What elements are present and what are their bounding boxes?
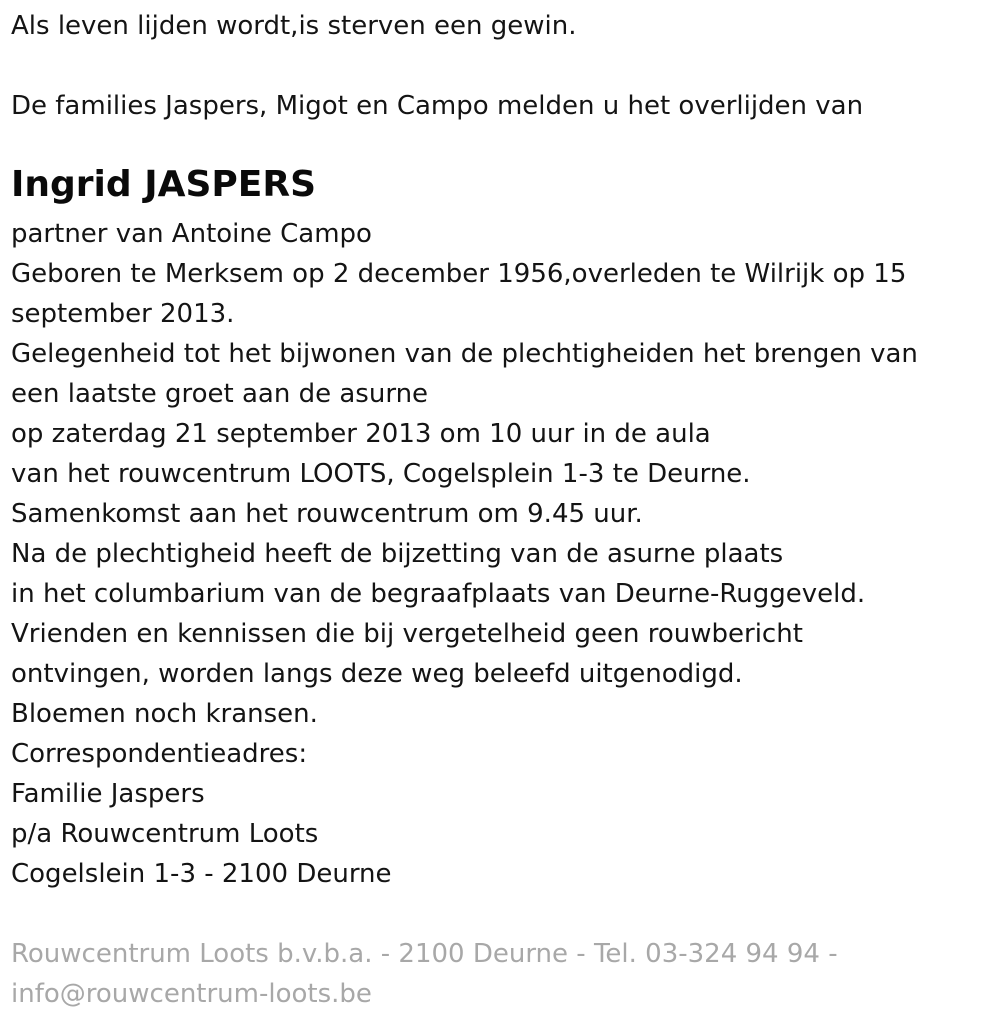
body-line: ontvingen, worden langs deze weg beleefd uitgenodigd. [11, 659, 743, 689]
body-line: Na de plechtigheid heeft de bijzetting van de asurne plaats [11, 539, 784, 569]
body-line: Correspondentieadres: [11, 739, 308, 769]
footer-contact-line: Rouwcentrum Loots b.v.b.a. - 2100 Deurne - Tel. 03-324 94 94 - [11, 939, 838, 969]
motto-text: Als leven lijden wordt,is sterven een gewin. [11, 11, 577, 41]
body-line: Gelegenheid tot het bijwonen van de plechtigheiden het brengen van [11, 339, 918, 369]
body-line: Geboren te Merksem op 2 december 1956,overleden te Wilrijk op 15 [11, 259, 907, 289]
body-line: van het rouwcentrum LOOTS, Cogelsplein 1-3 te Deurne. [11, 459, 751, 489]
body-line: Samenkomst aan het rouwcentrum om 9.45 uur. [11, 499, 643, 529]
intro-text: De families Jaspers, Migot en Campo melden u het overlijden van [11, 91, 864, 121]
body-line: p/a Rouwcentrum Loots [11, 819, 319, 849]
body-line: Bloemen noch kransen. [11, 699, 318, 729]
footer-email: info@rouwcentrum-loots.be [11, 979, 372, 1009]
body-line: Vrienden en kennissen die bij vergetelheid geen rouwbericht [11, 619, 803, 649]
body-line: Cogelslein 1-3 - 2100 Deurne [11, 859, 392, 889]
footer [11, 934, 961, 1014]
body-line: op zaterdag 21 september 2013 om 10 uur in de aula [11, 419, 711, 449]
body-line: Familie Jaspers [11, 779, 205, 809]
deceased-name: Ingrid JASPERS [11, 164, 316, 205]
obituary-body [11, 214, 961, 894]
body-line: een laatste groet aan de asurne [11, 379, 429, 409]
body-line: in het columbarium van de begraafplaats van Deurne-Ruggeveld. [11, 579, 866, 609]
body-line: september 2013. [11, 299, 235, 329]
body-line: partner van Antoine Campo [11, 219, 372, 249]
